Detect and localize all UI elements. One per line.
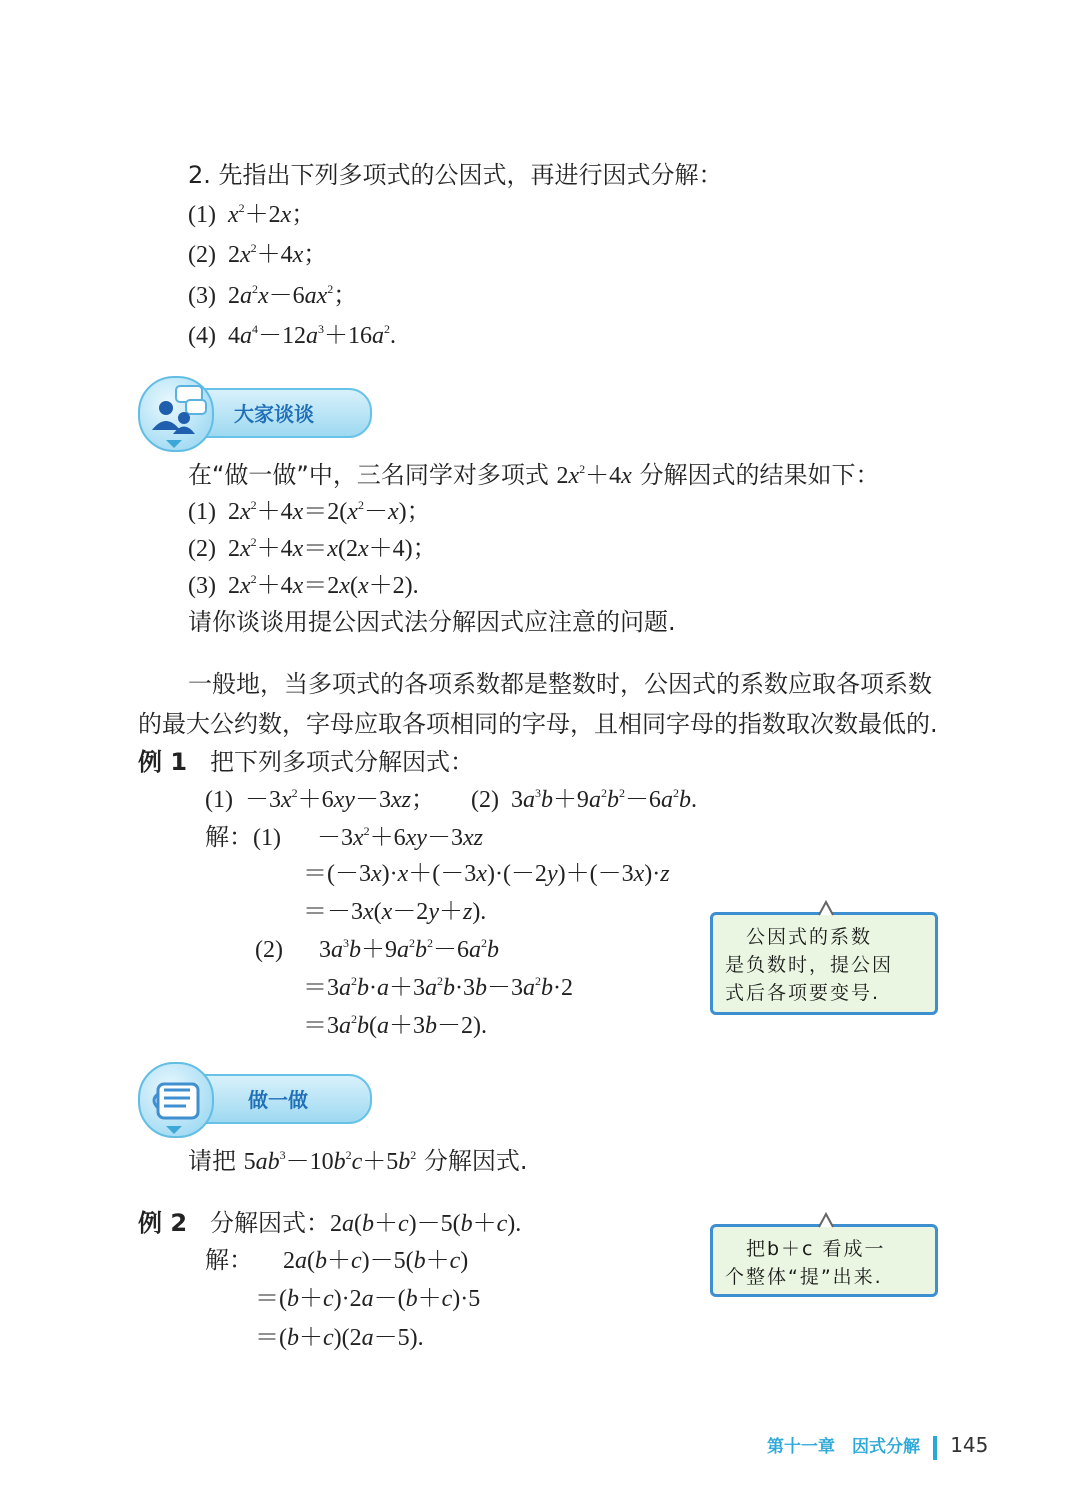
tip-note-1: [710, 912, 938, 1015]
discussion-result-2: (2) $2x^2+4x=x(2x+4)$；: [188, 535, 437, 562]
exercise-item-1: (1) $x^2+2x$；: [188, 201, 316, 228]
discussion-banner: [138, 382, 373, 444]
banner-notch: [166, 440, 182, 448]
note-line: 把b＋c 看成一: [725, 1238, 886, 1260]
example-prompt: 把下列多项式分解因式：: [209, 748, 474, 776]
solution-label: 解：: [205, 823, 253, 851]
exercise-item-2: (2) $2x^2+4x$；: [188, 241, 328, 268]
example-label: 例 1: [138, 748, 188, 776]
pin-icon: [817, 899, 835, 917]
example1-solution-2-line1: (2) $3a^3b+9a^2b^2-6a^2b$: [255, 936, 499, 963]
example1-heading: [138, 747, 474, 777]
rule-line-1: 一般地，当多项式的各项系数都是整数时，公因式的系数应取各项系数: [188, 670, 932, 698]
note-line: 公因式的系数: [725, 926, 873, 948]
note-line: 个整体“提”出来.: [725, 1266, 883, 1288]
example1-solution-2-line3: $=3a^2b(a+3b-2)$.: [303, 1012, 487, 1039]
problem-number: (1): [205, 787, 233, 813]
discussion-intro: 在“做一做”中，三名同学对多项式 $2x^2+4x$ 分解因式的结果如下：: [188, 461, 880, 489]
example2-heading: 例 2 分解因式：2a(b＋c)－5(b＋c).: [138, 1209, 522, 1237]
task-text-end: 分解因式.: [416, 1147, 528, 1175]
discussion-result-1: (1) $2x^2+4x=2(x^2-x)$；: [188, 498, 431, 525]
discussion-result-3: (3) $2x^2+4x=2x(x+2)$.: [188, 572, 419, 599]
example-label: 例 2: [138, 1209, 188, 1237]
example1-solution-1-line1: 解：(1) $-3x^2+6xy-3xz$: [205, 823, 483, 851]
exercise-heading: 2. 先指出下列多项式的公因式，再进行因式分解：: [188, 161, 723, 189]
result-number: (3): [188, 573, 216, 599]
task-text: 请把: [188, 1147, 244, 1175]
item-number: (2): [188, 242, 216, 268]
exercise-item-4: (4) $4a^4-12a^3+16a^2$.: [188, 322, 396, 349]
pin-icon: [817, 1211, 835, 1229]
banner-notch: [166, 1126, 182, 1134]
do-it-banner: [138, 1068, 373, 1130]
banner-title: 做一做: [248, 1088, 308, 1112]
discussion-question: 请你谈谈用提公因式法分解因式应注意的问题.: [188, 608, 676, 636]
example-prompt: 分解因式：: [209, 1209, 330, 1237]
result-number: (1): [188, 499, 216, 525]
problem-number: (2): [470, 787, 499, 813]
chapter-title: 第十一章 因式分解: [767, 1437, 920, 1457]
banner-title: 大家谈谈: [234, 402, 314, 426]
item-number: (1): [188, 202, 216, 228]
note-line: 式后各项要变号.: [725, 982, 881, 1004]
item-number: (3): [188, 283, 216, 309]
intro-text: 在“做一做”中，三名同学对多项式: [188, 461, 557, 489]
example1-problems: $(1) -3x^2+6xy-3xz$； (2) $3a^3b+9a^2b^2-6a^2b$.: [205, 786, 697, 813]
example1-solution-1-line2: ＝(－3x)·x＋(－3x)·(－2y)＋(－3x)·z: [303, 861, 670, 887]
example1-solution-2-line2: $=3a^2b\cdot a+3a^2b\cdot 3b-3a^2b\cdot 2$: [303, 974, 573, 1001]
page-footer: [767, 1432, 988, 1460]
step-number: (2): [255, 937, 283, 963]
footer-divider: [933, 1436, 937, 1460]
intro-text-end: 分解因式的结果如下：: [631, 461, 880, 489]
step-number: (1): [253, 825, 281, 851]
example2-solution-line3: ＝(b＋c)(2a－5).: [255, 1325, 424, 1351]
result-number: (2): [188, 536, 216, 562]
page-number: 145: [950, 1433, 989, 1457]
item-number: (4): [188, 323, 216, 349]
example2-solution-line2: ＝(b＋c)·2a－(b＋c)·5: [255, 1286, 481, 1312]
example1-solution-1-line3: ＝－3x(x－2y＋z).: [303, 899, 487, 925]
example2-solution-line1: 解： 2a(b＋c)－5(b＋c): [205, 1246, 469, 1274]
exercise-item-3: (3) $2a^2x-6ax^2$；: [188, 282, 358, 309]
do-it-task: 请把 $5ab^3-10b^2c+5b^2$ 分解因式.: [188, 1147, 528, 1175]
solution-label: 解：: [205, 1246, 253, 1274]
rule-line-2: 的最大公约数，字母应取各项相同的字母，且相同字母的指数取次数最低的.: [138, 710, 938, 738]
tip-note-2: [710, 1224, 938, 1297]
note-line: 是负数时，提公因: [725, 954, 894, 976]
